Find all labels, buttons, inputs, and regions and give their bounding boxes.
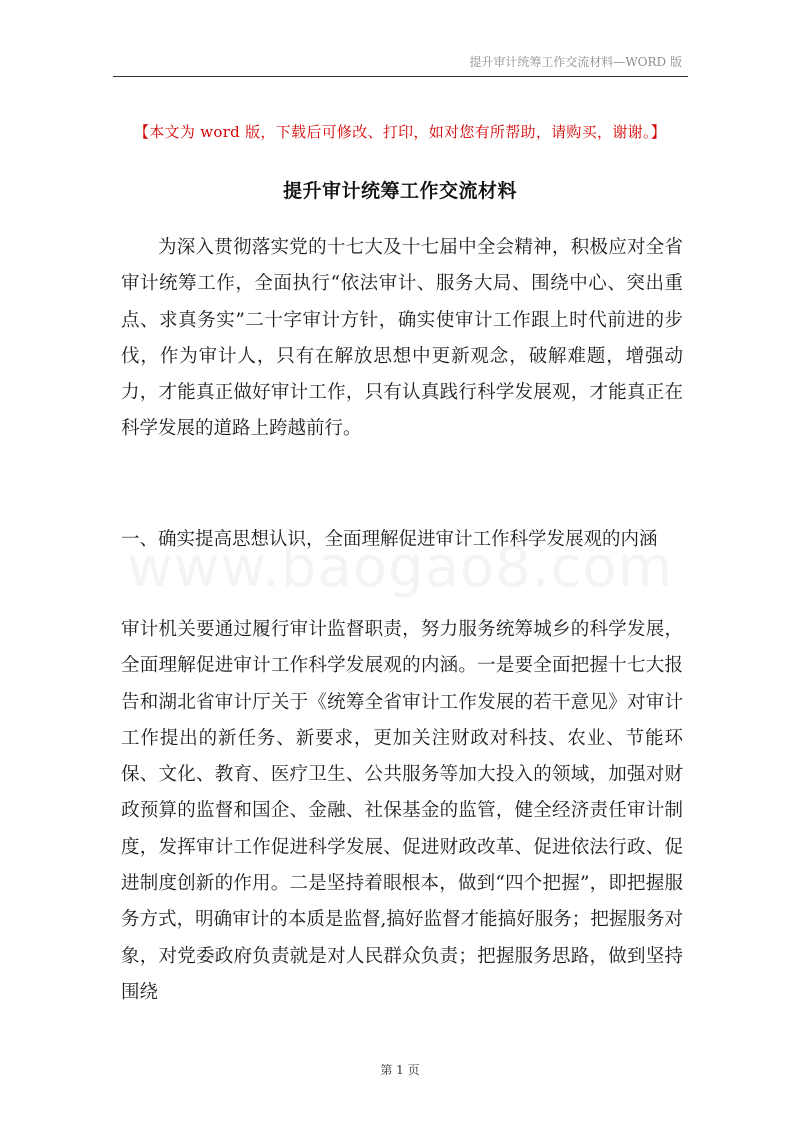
section-1-paragraph: 审计机关要通过履行审计监督职责，努力服务统筹城乡的科学发展，全面理解促进审计工作科学发展观的内涵。一是要全面把握十七大报告和湖北省审计厅关于《统筹全省审计工作发展的若干意见》对审计工作提出的新任务、新要求，更加关注财政对科技、农业、节能环保、文化、教育、医疗卫生、公共服务等加大投入的领域，加强对财政预算的监督和国企、金融、社保基金的监管，健全经济责任审计制度，发挥审计工作促进科学发展、促进财政改革、促进依法行政、促进制度创新的作用。二是坚持着眼根本，做到“四个把握”，即把握服务方式，明确审计的本质是监督,搞好监督才能搞好服务；把握服务对象，对党委政府负责就是对人民群众负责；把握服务思路，做到坚持围绕 — [121, 619, 683, 1003]
page-number: 第 1 页 — [380, 1063, 420, 1077]
section-heading-1: 一、确实提高思想认识，全面理解促进审计工作科学发展观的内涵 — [121, 529, 658, 550]
intro-paragraph: 为深入贯彻落实党的十七大及十七届中全会精神，积极应对全省审计统筹工作，全面执行“依法审计、服务大局、围绕中心、突出重点、求真务实”二十字审计方针，确实使审计工作跟上时代前进的步伐，作为审计人，只有在解放思想中更新观念，破解难题，增强动力，才能真正做好审计工作，只有认真践行科学发展观，才能真正在科学发展的道路上跨越前行。 — [121, 237, 683, 440]
header-divider — [113, 76, 688, 77]
running-header-title: 提升审计统筹工作交流材料—WORD 版 — [469, 55, 682, 69]
purchase-notice: 【本文为 word 版，下载后可修改、打印，如对您有所帮助，请购买，谢谢。】 — [133, 123, 667, 141]
document-title: 提升审计统筹工作交流材料 — [282, 180, 517, 202]
